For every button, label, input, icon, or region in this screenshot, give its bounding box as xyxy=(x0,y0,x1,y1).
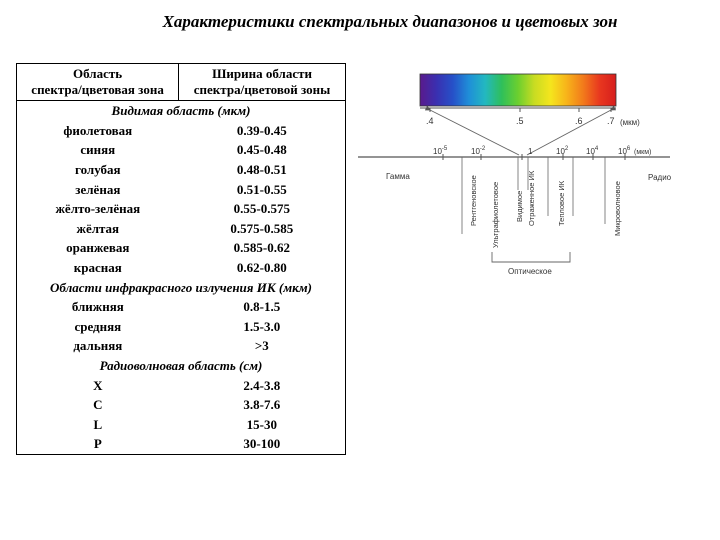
range-width: 3.8-7.6 xyxy=(179,395,346,415)
section-caption-row xyxy=(17,101,346,121)
range-name: X xyxy=(17,375,179,395)
gamma-label: Гамма xyxy=(386,172,410,181)
range-width: 0.55-0.575 xyxy=(179,199,346,219)
range-width: 15-30 xyxy=(179,415,346,435)
em-scale-ticks xyxy=(433,146,651,160)
range-name: C xyxy=(17,395,179,415)
range-width: 0.585-0.62 xyxy=(179,238,346,258)
table-row xyxy=(17,121,346,141)
table-row xyxy=(17,258,346,278)
visible-scale-unit: (мкм) xyxy=(620,118,640,127)
spectral-ranges-table xyxy=(16,63,346,455)
section-caption: Области инфракрасного излучения ИК (мкм) xyxy=(17,277,346,297)
em-tick-label: $10^6$ xyxy=(618,146,631,156)
table-header-line: спектра/цветовая зона xyxy=(31,82,164,97)
range-width: 0.39-0.45 xyxy=(179,121,346,141)
visible-tick-label: .5 xyxy=(516,116,524,126)
reflected-ir-label: Отраженное ИК xyxy=(527,170,536,226)
zoom-line-right xyxy=(527,110,611,155)
em-tick-label: $10^{-5}$ xyxy=(433,146,448,156)
table-header-line: Область xyxy=(73,66,123,81)
range-name: P xyxy=(17,434,179,454)
table-row xyxy=(17,140,346,160)
range-width: 0.62-0.80 xyxy=(179,258,346,278)
optical-bracket xyxy=(492,252,570,262)
page-title: Характеристики спектральных диапазонов и цветовых зон xyxy=(162,12,618,31)
range-width: 0.48-0.51 xyxy=(179,160,346,180)
radio-label: Радио xyxy=(648,173,672,182)
table-row xyxy=(17,160,346,180)
range-name: красная xyxy=(17,258,179,278)
visible-tick-label: .4 xyxy=(426,116,434,126)
table-header-line: спектра/цветовой зоны xyxy=(193,82,331,97)
range-name: синяя xyxy=(17,140,179,160)
visible-tick-label: .7 xyxy=(607,116,615,126)
table-row xyxy=(17,297,346,317)
table-row xyxy=(17,317,346,337)
table-row xyxy=(17,336,346,356)
range-name: средняя xyxy=(17,317,179,337)
em-tick-label: $10^4$ xyxy=(586,146,599,156)
table-header-line: Ширина области xyxy=(212,66,312,81)
xray-label: Рентгеновское xyxy=(469,175,478,226)
em-tick-label: $10^2$ xyxy=(556,146,569,156)
range-width: 0.575-0.585 xyxy=(179,219,346,239)
table-header-cell xyxy=(17,64,179,101)
range-name: фиолетовая xyxy=(17,121,179,141)
em-tick-label: $10^{-2}$ xyxy=(471,146,486,156)
range-name: жёлто-зелёная xyxy=(17,199,179,219)
range-name: L xyxy=(17,415,179,435)
em-tick-label: 1 xyxy=(528,147,533,156)
visible-spectrum-bar xyxy=(420,74,616,106)
table-header-row xyxy=(17,64,346,101)
table-row xyxy=(17,415,346,435)
table-row xyxy=(17,219,346,239)
range-width: >3 xyxy=(179,336,346,356)
optical-label: Оптическое xyxy=(508,267,552,276)
table-row xyxy=(17,434,346,454)
table-header-cell xyxy=(179,64,346,101)
thermal-ir-label: Тепловое ИК xyxy=(557,180,566,226)
table-row xyxy=(17,375,346,395)
range-name: ближняя xyxy=(17,297,179,317)
range-name: дальняя xyxy=(17,336,179,356)
range-width: 0.45-0.48 xyxy=(179,140,346,160)
table-row xyxy=(17,238,346,258)
section-caption-row xyxy=(17,277,346,297)
range-width: 0.51-0.55 xyxy=(179,179,346,199)
em-spectrum-diagram xyxy=(350,66,690,286)
range-width: 30-100 xyxy=(179,434,346,454)
band-labels xyxy=(469,170,622,248)
range-name: жёлтая xyxy=(17,219,179,239)
section-caption: Радиоволновая область (см) xyxy=(17,356,346,376)
visible-label: Видимое xyxy=(515,190,524,222)
section-caption: Видимая область (мкм) xyxy=(17,101,346,121)
range-width: 2.4-3.8 xyxy=(179,375,346,395)
range-width: 1.5-3.0 xyxy=(179,317,346,337)
range-name: оранжевая xyxy=(17,238,179,258)
microwave-label: Микроволновое xyxy=(613,181,622,236)
range-width: 0.8-1.5 xyxy=(179,297,346,317)
uv-label: Ультрафиолетовое xyxy=(491,181,500,248)
em-scale-unit: (мкм) xyxy=(634,149,652,156)
table-row xyxy=(17,199,346,219)
table-row xyxy=(17,179,346,199)
table-row xyxy=(17,395,346,415)
section-caption-row xyxy=(17,356,346,376)
range-name: зелёная xyxy=(17,179,179,199)
visible-tick-label: .6 xyxy=(575,116,583,126)
range-name: голубая xyxy=(17,160,179,180)
